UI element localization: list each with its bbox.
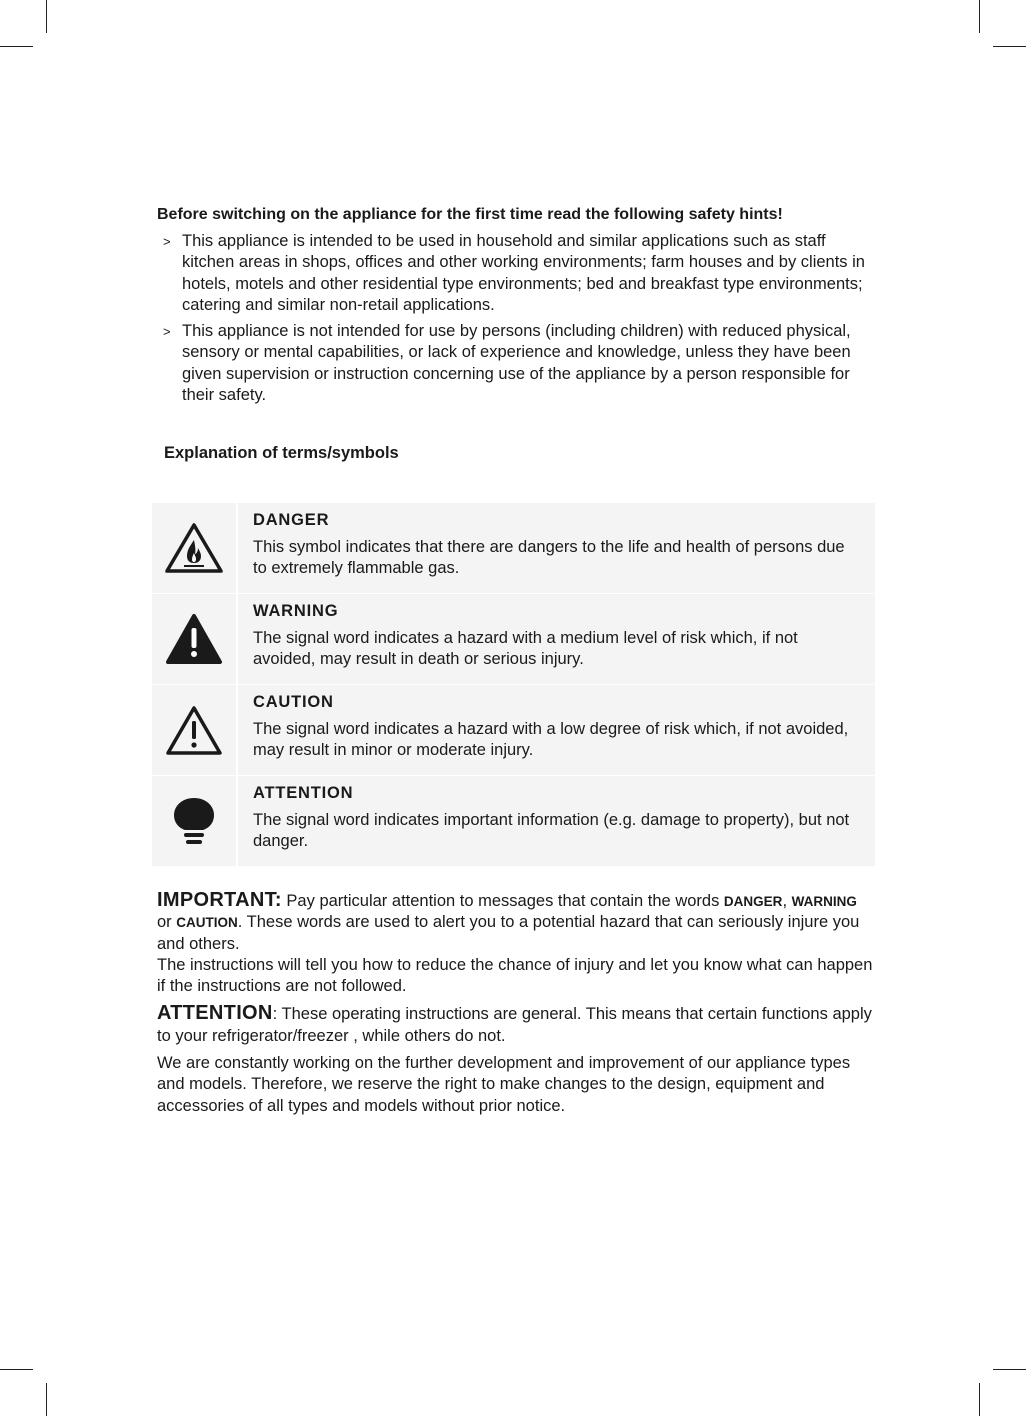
symbol-title: CAUTION (253, 693, 334, 711)
crop-mark (979, 1383, 980, 1416)
attention-paragraph (157, 1003, 873, 1047)
important-text: Pay particular attention to messages that contain the words (281, 892, 724, 910)
list-item (157, 231, 873, 316)
crop-mark (46, 0, 47, 33)
crop-mark (0, 46, 33, 47)
outline-exclamation-triangle-icon (152, 685, 238, 775)
important-paragraph (157, 890, 873, 955)
safety-hints-list (157, 231, 873, 406)
instructions-paragraph: The instructions will tell you how to reduce the chance of injury and let you know what can happen if the instructions are not followed. (157, 955, 873, 996)
list-item (157, 321, 873, 406)
symbols-table (152, 503, 875, 867)
crop-mark (979, 0, 980, 33)
crop-mark (0, 1369, 33, 1370)
symbol-title: ATTENTION (253, 784, 354, 802)
hint-text: This appliance is intended to be used in household and similar applications such as staff kitchen areas in shops, offices and other working environments; farm houses and by clients in hotels, motels and other residential type environments; bed and breakfast type environments; catering and similar non-retail applications. (182, 232, 865, 314)
terms-heading: Explanation of terms/symbols (164, 444, 399, 463)
filled-exclamation-triangle-icon (152, 594, 238, 684)
closing-paragraph: We are constantly working on the further development and improvement of our appliance types and models. Therefore, we reserve the right to make changes to the design, equipment and accessories of all types and models without prior notice. (157, 1054, 851, 1115)
important-text: . These words are used to alert you to a potential hazard that can seriously injure you and others. (157, 913, 860, 953)
keyword-danger: DANGER (723, 894, 783, 909)
symbol-row-caution (152, 685, 875, 775)
crop-mark (993, 46, 1026, 47)
notes-section (157, 890, 873, 1117)
attention-text: : These operating instructions are general. This means that certain functions apply to your refrigerator/freezer , while others do not. (157, 1005, 872, 1045)
symbol-description: This symbol indicates that there are dangers to the life and health of persons due to extremely flammable gas. (253, 538, 845, 578)
symbol-text (238, 503, 875, 593)
bullet-marker: > (163, 324, 171, 340)
symbol-description: The signal word indicates a hazard with a low degree of risk which, if not avoided, may result in minor or moderate injury. (253, 720, 849, 760)
bullet-marker: > (163, 234, 171, 249)
separator: , (782, 892, 788, 910)
separator: or (157, 913, 177, 932)
symbol-title: WARNING (253, 602, 339, 620)
crop-mark (993, 1369, 1026, 1370)
symbol-text (238, 776, 875, 866)
symbol-row-danger (152, 503, 875, 593)
keyword-warning: WARNING (791, 894, 857, 909)
attention-label: ATTENTION (157, 1002, 273, 1025)
symbol-text (238, 685, 875, 775)
keyword-caution: CAUTION (176, 915, 238, 931)
crop-mark (46, 1383, 47, 1416)
lightbulb-icon (152, 776, 238, 866)
symbol-title: DANGER (253, 511, 330, 529)
symbol-description: The signal word indicates important information (e.g. damage to property), but not danger. (253, 811, 850, 851)
important-label: IMPORTANT: (157, 889, 282, 911)
flammable-gas-warning-icon (152, 503, 238, 593)
safety-hints-section (157, 204, 873, 464)
safety-hints-heading: Before switching on the appliance for the first time read the following safety hints! (157, 206, 783, 223)
symbol-row-attention (152, 776, 875, 866)
symbol-row-warning (152, 594, 875, 684)
symbol-description: The signal word indicates a hazard with a medium level of risk which, if not avoided, may result in death or serious injury. (253, 629, 798, 669)
hint-text: This appliance is not intended for use by persons (including children) with reduced physical, sensory or mental capabilities, or lack of experience and knowledge, unless they have been given supervision or instruction concerning use of the appliance by a person responsible for their safety. (182, 322, 851, 405)
symbol-text (238, 594, 875, 684)
